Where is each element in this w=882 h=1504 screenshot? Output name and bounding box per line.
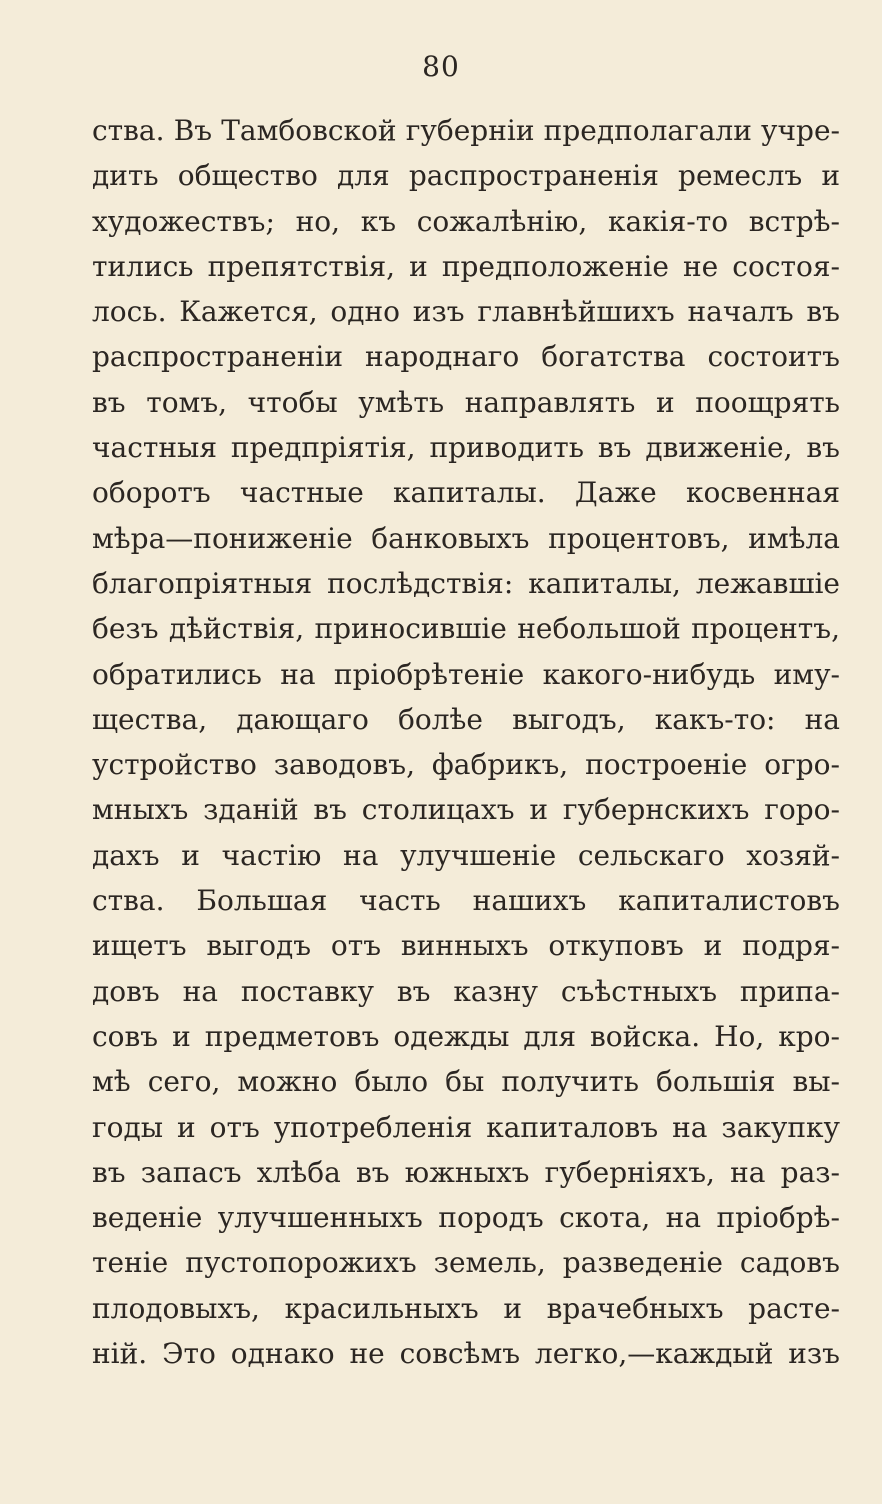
text-line: щества, дающаго болѣе выгодъ, какъ-то: на [92,702,840,736]
page-number: 80 [422,50,460,83]
text-line: дахъ и частію на улучшеніе сельскаго хозяй- [92,838,840,872]
text-line: обратились на пріобрѣтеніе какого-нибудь иму- [92,657,840,691]
text-line: распространеніи народнаго богатства состоитъ [92,340,840,374]
text-line: мѣра—пониженіе банковыхъ процентовъ, имѣла [92,521,840,555]
text-line: мныхъ зданій въ столицахъ и губернскихъ горо- [92,793,840,827]
text-line: устройство заводовъ, фабрикъ, построеніе огро- [92,748,840,782]
text-line: теніе пустопорожихъ земель, разведеніе садовъ [92,1246,840,1280]
text-line: годы и отъ употребленія капиталовъ на закупку [92,1110,840,1144]
text-line: ній. Это однако не совсѣмъ легко,—каждый изъ [92,1337,840,1371]
text-line: художествъ; но, къ сожалѣнію, какія-то встрѣ- [92,204,840,238]
text-line: ства. Въ Тамбовской губерніи предполагали учре- [92,114,840,147]
body-text [92,108,840,1376]
text-line: совъ и предметовъ одежды для войска. Но, кро- [92,1019,840,1053]
text-line: веденіе улучшенныхъ породъ скота, на пріобрѣ- [92,1201,840,1235]
text-line: довъ на поставку въ казну съѣстныхъ припа- [92,974,840,1008]
text-line: частныя предпріятія, приводить въ движеніе, въ [92,431,840,465]
text-line: въ запасъ хлѣба въ южныхъ губерніяхъ, на раз- [92,1155,840,1189]
text-line: безъ дѣйствія, приносившіе небольшой процентъ, [92,612,840,646]
text-line: въ томъ, чтобы умѣть направлять и поощрять [92,385,840,419]
text-line: ства. Большая часть нашихъ капиталистовъ [92,884,840,918]
text-line: благопріятныя послѣдствія: капиталы, лежавшіе [92,566,840,600]
text-line: плодовыхъ, красильныхъ и врачебныхъ расте- [92,1291,840,1325]
text-line: тились препятствія, и предположеніе не состоя- [92,249,840,283]
text-line: оборотъ частные капиталы. Даже косвенная [92,476,840,510]
text-line: мѣ сего, можно было бы получить большія вы- [92,1065,840,1099]
text-line: лось. Кажется, одно изъ главнѣйшихъ началъ въ [92,295,840,329]
text-line: дить общество для распространенія ремеслъ и [92,159,840,193]
text-line: ищетъ выгодъ отъ винныхъ откуповъ и подря- [92,929,840,963]
